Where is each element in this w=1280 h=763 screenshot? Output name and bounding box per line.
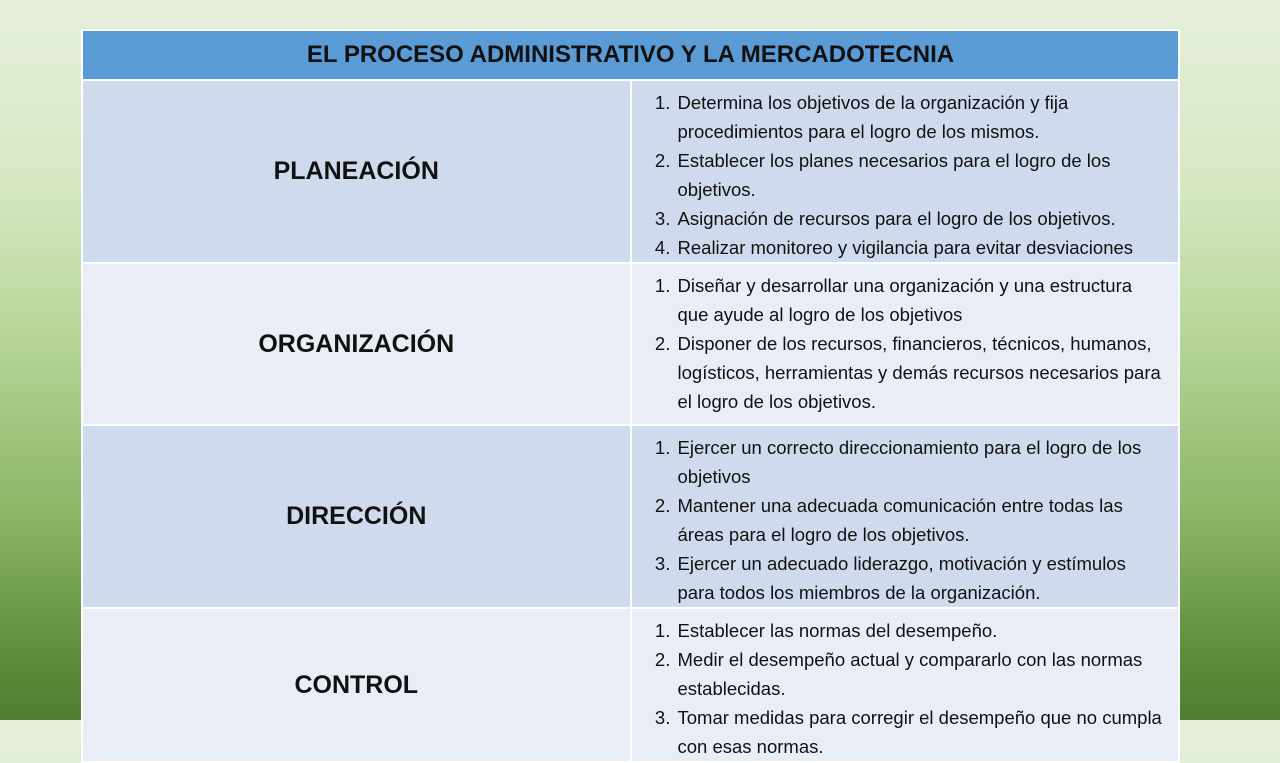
process-table xyxy=(81,29,1180,763)
table-row-planeacion xyxy=(82,80,1179,263)
row-content-direccion xyxy=(631,425,1180,608)
table-row-direccion xyxy=(82,425,1179,608)
row-label-organizacion: ORGANIZACIÓN xyxy=(82,263,631,425)
list-item: 2. Mantener una adecuada comunicación entre todas las áreas para el logro de los objetivos. xyxy=(676,491,1167,549)
row-content-organizacion xyxy=(631,263,1180,425)
list-item: 2. Establecer los planes necesarios para el logro de los objetivos. xyxy=(676,146,1167,204)
table-title: EL PROCESO ADMINISTRATIVO Y LA MERCADOTECNIA xyxy=(82,30,1179,80)
row-content-control xyxy=(631,608,1180,762)
list-item: 1. Ejercer un correcto direccionamiento para el logro de los objetivos xyxy=(676,433,1167,491)
row-content-planeacion xyxy=(631,80,1180,263)
row-label-direccion: DIRECCIÓN xyxy=(82,425,631,608)
list-item: 1. Determina los objetivos de la organización y fija procedimientos para el logro de los mismos. xyxy=(676,88,1167,146)
steps-list xyxy=(642,271,1167,416)
steps-list xyxy=(642,433,1167,607)
list-item: 2. Disponer de los recursos, financieros, técnicos, humanos, logísticos, herramientas y demás recursos necesarios para el logro de los objetivos. xyxy=(676,329,1167,416)
list-item: 3. Tomar medidas para corregir el desempeño que no cumpla con esas normas. xyxy=(676,703,1167,761)
steps-list xyxy=(642,88,1167,262)
table-header-row xyxy=(82,30,1179,80)
table-row-organizacion xyxy=(82,263,1179,425)
row-label-planeacion: PLANEACIÓN xyxy=(82,80,631,263)
list-item: 4. Realizar monitoreo y vigilancia para evitar desviaciones xyxy=(676,233,1167,262)
list-item: 2. Medir el desempeño actual y compararlo con las normas establecidas. xyxy=(676,645,1167,703)
list-item: 3. Asignación de recursos para el logro de los objetivos. xyxy=(676,204,1167,233)
list-item: 3. Ejercer un adecuado liderazgo, motivación y estímulos para todos los miembros de la organización. xyxy=(676,549,1167,607)
list-item: 1. Diseñar y desarrollar una organización y una estructura que ayude al logro de los objetivos xyxy=(676,271,1167,329)
table-row-control xyxy=(82,608,1179,762)
steps-list xyxy=(642,616,1167,761)
list-item: 1. Establecer las normas del desempeño. xyxy=(676,616,1167,645)
row-label-control: CONTROL xyxy=(82,608,631,762)
